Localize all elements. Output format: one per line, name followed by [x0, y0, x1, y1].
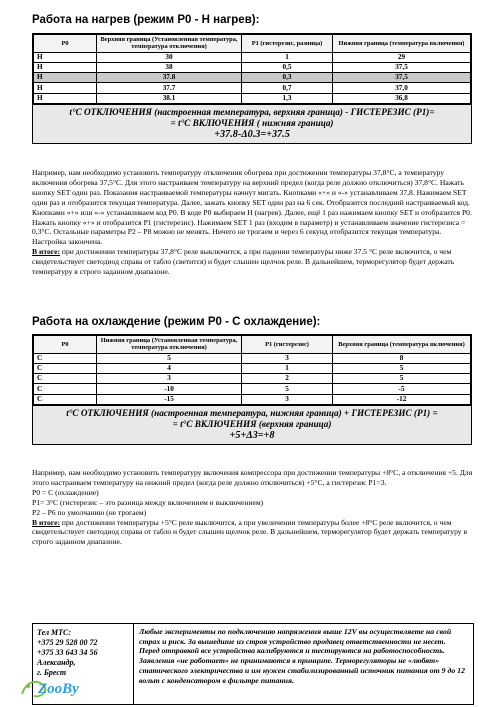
table-cell: 5	[242, 384, 333, 394]
cooling-instructions	[32, 468, 474, 547]
contact-label: Тел МТС:	[37, 628, 72, 637]
heating-summary-text: при достижении температуры 37,8°С реле выключится, а при падении температуры ниже 37.5 °С реле включится, о чем свидетельствует светодиод справа от табло (светится) и будет слышен щелчок реле. В дальнейшем, терморегулятор будет держать температуру в строго заданном диапазоне.	[32, 247, 455, 277]
table-cell: -12	[333, 394, 471, 404]
table-cell: 37.7	[97, 83, 242, 93]
heating-formula-line3: +37.8-Δ0.3=+37.5	[214, 128, 290, 140]
cooling-table	[33, 335, 471, 405]
heating-formula-line1: t°C ОТКЛЮЧЕНИЯ (настроенная температура, верхняя граница) - ГИСТЕРЕЗИС (Р1)=	[69, 106, 435, 117]
heating-section-title: Работа на нагрев (режим Р0 - Н нагрев):	[32, 14, 260, 26]
table-cell: 38	[97, 63, 242, 73]
contact-phone-2: +375 33 643 34 56	[37, 648, 98, 657]
table-cell: 1,3	[242, 93, 333, 103]
table-cell: 8	[333, 353, 471, 363]
cooling-paragraph: Например, нам необходимо установить температуру включения компрессора при достижении температуры +8°С, а отключения +5. Для этого настраиваем температуру на нижний предел (когда реле должно отключиться) +5°С, а гистерезис Р1=3.	[32, 468, 473, 487]
table-row	[34, 384, 471, 394]
contact-box	[32, 623, 474, 705]
heating-formula	[33, 104, 471, 143]
table-cell: С	[34, 394, 97, 404]
cooling-section-title: Работа на охлаждение (режим Р0 - С охлаждение):	[32, 316, 321, 328]
heating-table-header	[34, 35, 471, 53]
contact-city: г. Брест	[37, 668, 67, 677]
table-cell: 1	[242, 364, 333, 374]
table-cell: 38.1	[97, 93, 242, 103]
table-row	[34, 353, 471, 363]
heating-instructions	[32, 168, 474, 277]
table-cell: Н	[34, 63, 97, 73]
heating-col-p1: Р1 (гистерезис, разница)	[242, 35, 333, 53]
table-cell: 3	[97, 374, 242, 384]
table-cell: 1	[242, 52, 333, 62]
table-cell: 5	[333, 364, 471, 374]
table-cell: 37,5	[333, 73, 471, 83]
table-cell: 2	[242, 374, 333, 384]
table-cell: 3	[242, 353, 333, 363]
heating-formula-line2: = t°C ВКЛЮЧЕНИЯ ( нижняя граница)	[170, 117, 334, 128]
table-cell: С	[34, 353, 97, 363]
table-row	[34, 93, 471, 103]
table-cell: 3	[242, 394, 333, 404]
cooling-formula-line1: t°C ОТКЛЮЧЕНИЯ (настроенная температура, нижняя граница) + ГИСТЕРЕЗИС (Р1) =	[66, 407, 438, 418]
table-cell: 37,0	[333, 83, 471, 93]
cooling-param-p2: Р2 – Р6 по умолчанию (не трогаем)	[32, 507, 147, 517]
heating-table-block	[32, 33, 472, 144]
cooling-col-p0: Р0	[34, 336, 97, 354]
heating-summary-label: В итоге:	[32, 247, 61, 257]
logo-text: ZooBy	[38, 681, 79, 697]
table-cell: Н	[34, 52, 97, 62]
table-cell: 0,5	[242, 63, 333, 73]
cooling-col-p1: Р1 (гистерезис)	[242, 336, 333, 354]
table-cell: 37,5	[333, 63, 471, 73]
table-cell: 36,8	[333, 93, 471, 103]
table-cell: Н	[34, 93, 97, 103]
table-cell: С	[34, 384, 97, 394]
cooling-col-lower: Нижняя граница (Установленная температура, температура отключения)	[97, 336, 242, 354]
cooling-param-p1: Р1= 3°С (гистерезис – это разница между включением и выключением)	[32, 497, 264, 507]
table-cell: С	[34, 364, 97, 374]
heating-col-lower: Нижняя граница (температура включения)	[333, 35, 471, 53]
table-cell: 5	[333, 374, 471, 384]
heating-paragraph: Например, нам необходимо установить температуру отключения обогрева при достижении температуры 37,8°С, а температуру включения обогрева 37,5°С. Для этого настраиваем температуру на верхний предел (когда реле должно отключиться) 37,8°С. Нажать кнопку SET один раз. Показания настраиваемой температуры начнут мигать. Кнопками «+» и «-» устанавливаем 37,8. Нажимаем SET один раз и отобразится текущая температура. Далее, зажать кнопку SET один раз на 6 сек. Отобразится последний настраиваемый код. Кнопками «+» или «-» устанавливаем код Р0. В коде Р0 выбираем Н (нагрев). Далее, ещё 1 раз нажимаем кнопку SET и отобразится Р0. Нажать кнопку «+» и отобразится Р1 (гистерезис). Нажимаем SET 1 раз (входим в параметр) и устанавливаем значение гистерезиса = 0,3°С. Остальные параметры Р2 – Р8 можно не менять. Ничего не трогаем и через 6 секунд отобразится текущая температура. Настройка закончена.	[32, 168, 472, 247]
table-cell: -5	[333, 384, 471, 394]
table-row	[34, 364, 471, 374]
heating-table	[33, 34, 471, 104]
table-cell: С	[34, 374, 97, 384]
table-cell: 4	[97, 364, 242, 374]
table-cell: 0,3	[242, 73, 333, 83]
table-row	[34, 52, 471, 62]
cooling-formula-line3: +5+Δ3=+8	[229, 429, 275, 441]
table-row	[34, 394, 471, 404]
table-cell: Н	[34, 83, 97, 93]
table-cell: 29	[333, 52, 471, 62]
cooling-summary-text: при достижении температуры +5°С реле выключится, а при увеличении температуры более +8°С реле включится, о чем свидетельствует светодиод справа от табло и будет слышен щелчок реле. В дальнейшем, терморегулятор будет держать температуру в строго заданном диапазоне.	[32, 517, 468, 547]
heating-col-upper: Верхняя граница (Установленная температура, температура отключения)	[97, 35, 242, 53]
table-row	[34, 63, 471, 73]
table-cell: 5	[97, 353, 242, 363]
table-cell: 0,7	[242, 83, 333, 93]
cooling-summary-label: В итоге:	[32, 517, 61, 527]
table-row-highlighted	[34, 73, 471, 83]
table-cell: 37.8	[97, 73, 242, 83]
cooling-formula	[33, 405, 471, 444]
table-cell: -10	[97, 384, 242, 394]
cooling-table-header	[34, 336, 471, 354]
heating-summary	[32, 247, 474, 277]
table-cell: Н	[34, 73, 97, 83]
cooling-col-upper: Верхняя граница (температура включения)	[333, 336, 471, 354]
table-cell: -15	[97, 394, 242, 404]
contact-phone-1: +375 29 528 00 72	[37, 638, 98, 647]
zooby-logo-icon	[18, 672, 90, 702]
cooling-param-p0: Р0 = С (охлаждение)	[32, 487, 99, 497]
contact-name: Александр,	[37, 658, 76, 667]
table-cell: 30	[97, 52, 242, 62]
heating-col-p0: Р0	[34, 35, 97, 53]
cooling-table-block	[32, 334, 472, 445]
warning-notice: Любые эксперименты по подключению напряжения выше 12V вы осуществляете на свой страх и риск. За вышедшие из строя устройство продавец ответственности не несет. Перед отправкой все устройства калибруются и тестируются на работоспособность. Заявления «не работает» не принимаются в принципе. Терморегуляторы не «любят» статического электричества и им нужен стабилизированный источник питания от 9 до 12 вольт с конденсатором в фильтре питания.	[139, 627, 465, 685]
cooling-summary	[32, 518, 474, 548]
table-row	[34, 374, 471, 384]
cooling-formula-line2: = t°C ВКЛЮЧЕНИЯ (верхняя граница)	[172, 418, 332, 429]
table-row	[34, 83, 471, 93]
